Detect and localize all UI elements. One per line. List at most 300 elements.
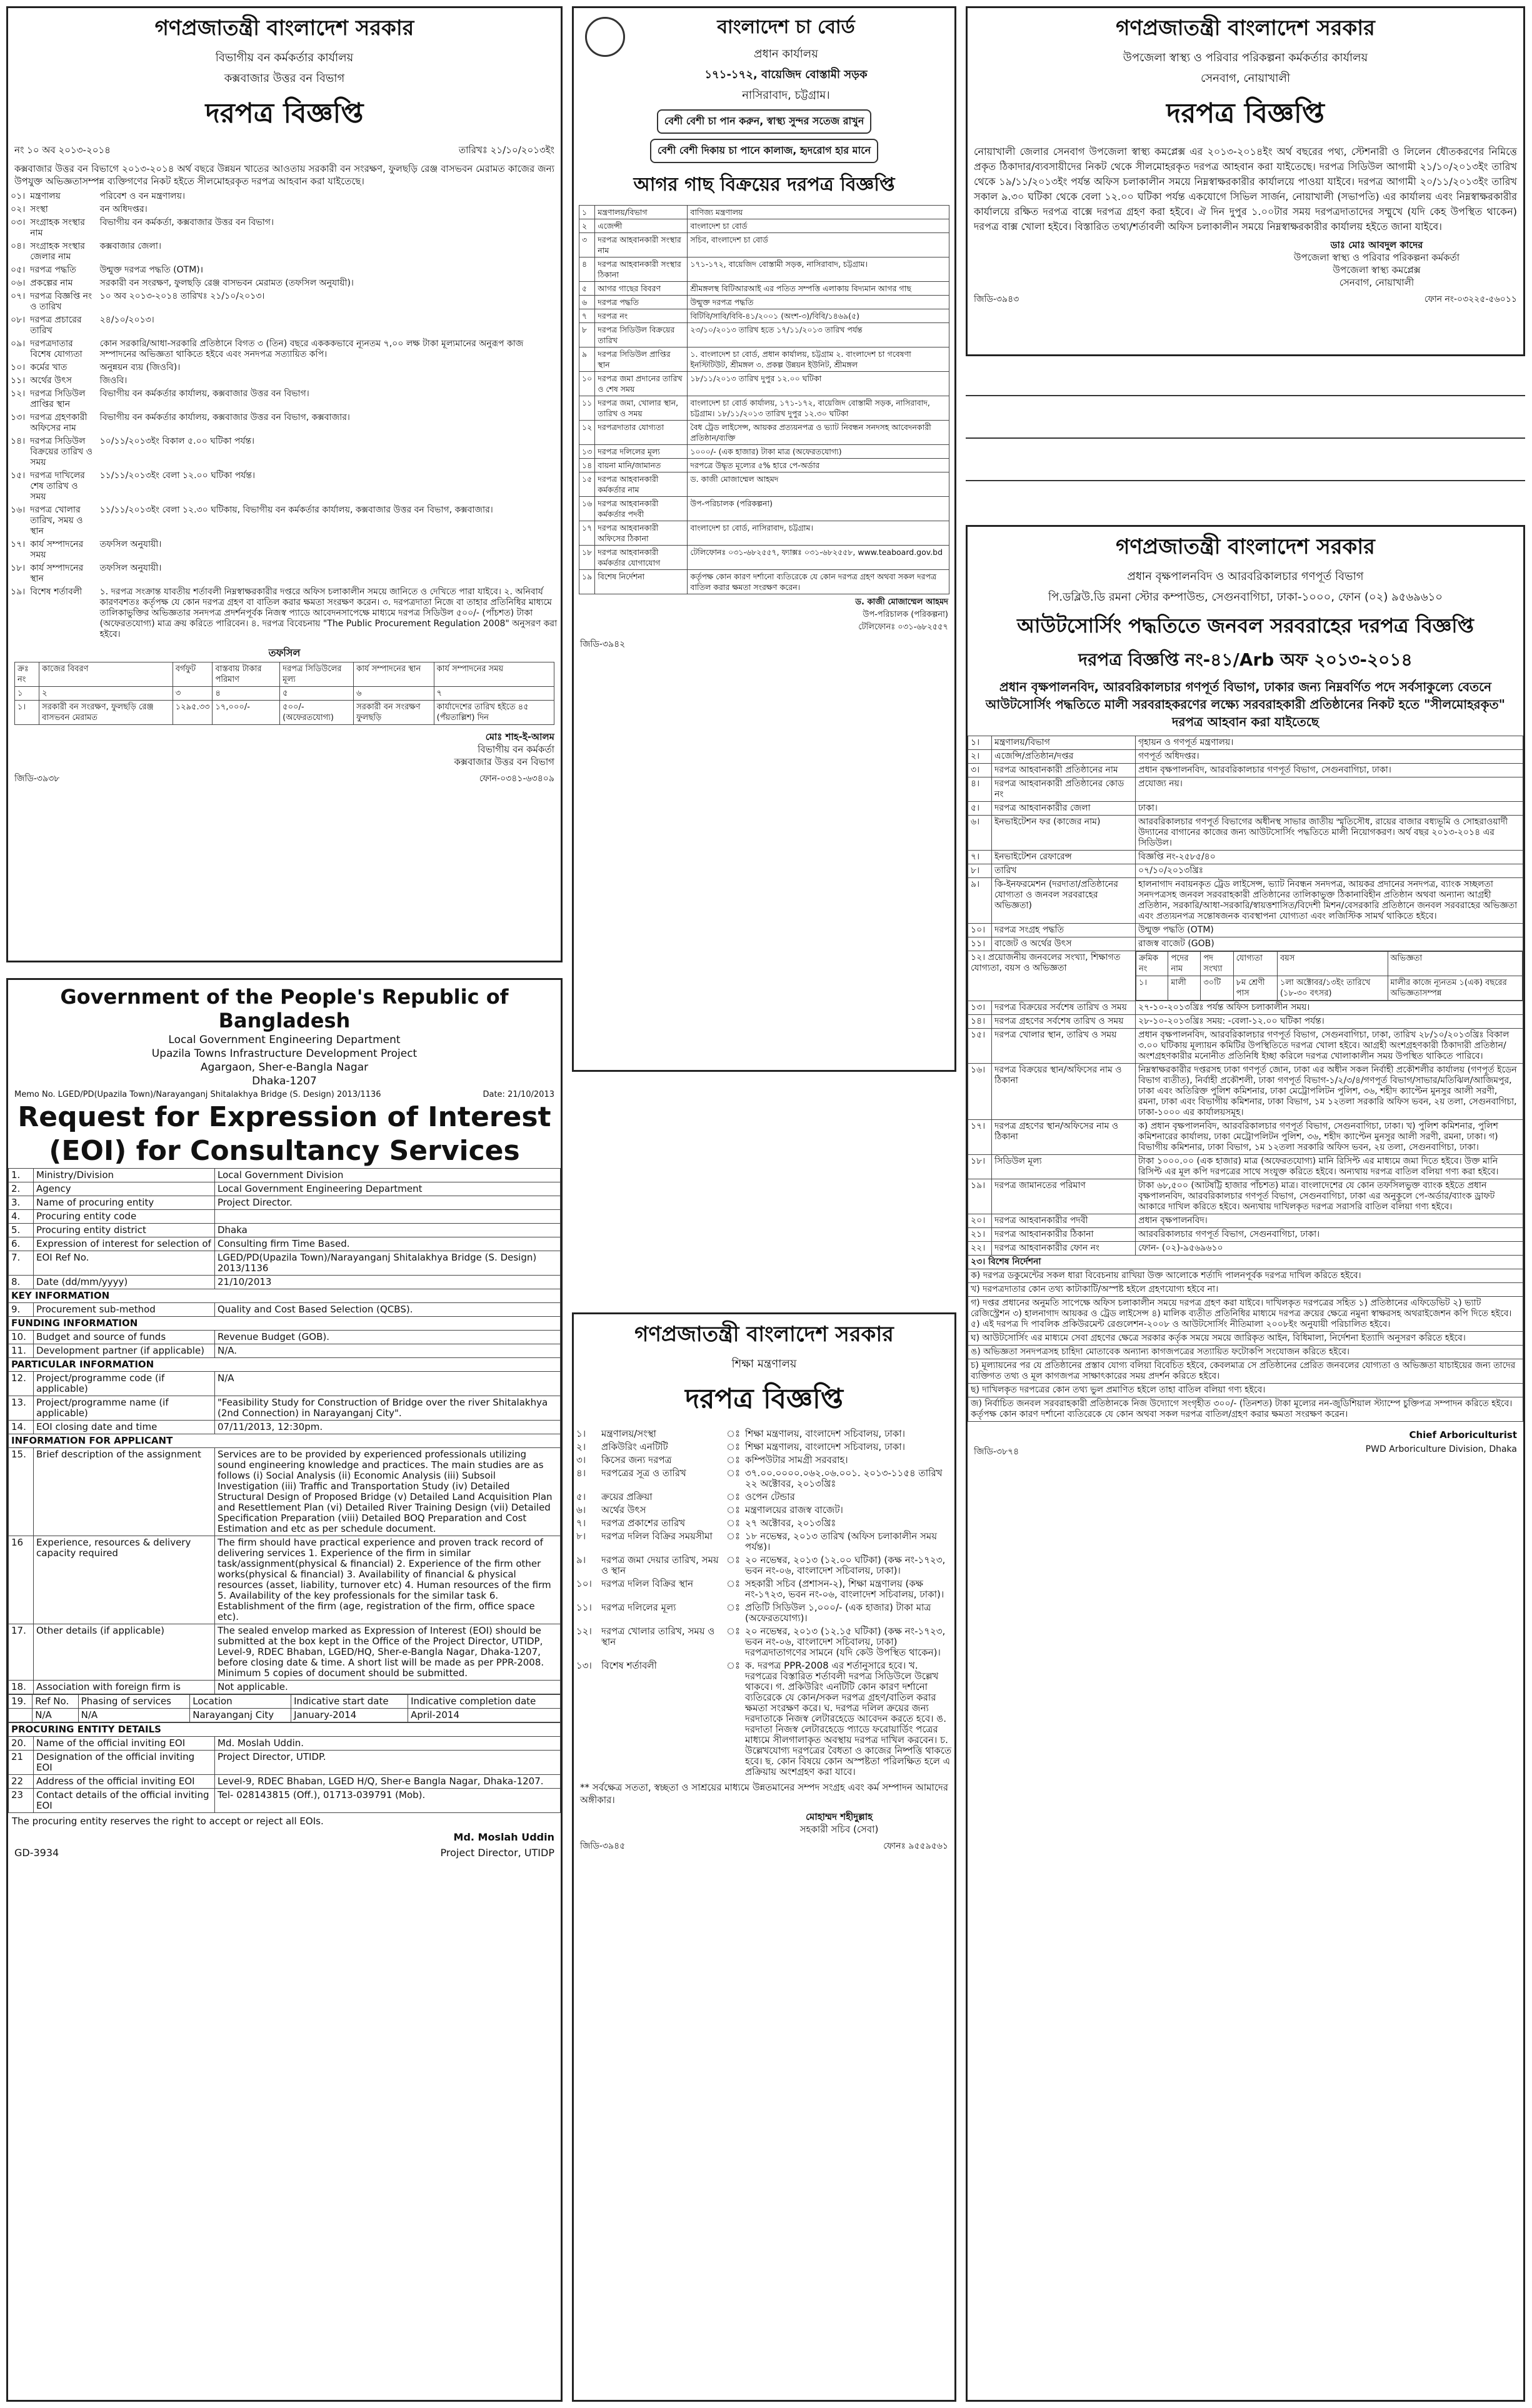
pwd-special-item: ঘ) আউটসোর্সিং এর মাধ্যমে সেবা গ্রহণের ক্ষেত্রে সরকার কর্তৃক সময়ে সময়ে জারিকৃত আইন, বিধিমালা, নির্দেশনা ইত্যাদি অনুসরণ করিতে হইবে। [968,1332,1523,1346]
tea-info-cell: ৪ [579,257,595,282]
eoi-info-cell: Date (dd/mm/yyyy) [34,1276,215,1289]
forest-info-cell: অর্থের উৎস [30,376,72,386]
blank-rule-1 [966,395,1525,396]
edu-info-row [574,1467,954,1491]
edu-info-colon: ঃ [726,1467,741,1479]
pwd-staff-cell: ৮ম শ্রেণী পাস [1233,976,1277,1001]
eoi-info-cell: EOI Ref No. [34,1251,215,1276]
pwd-intro: প্রধান বৃক্ষপালনবিদ, আরবরিকালচার গণপূর্ত বিভাগ, ঢাকার জন্য নিম্নবর্ণিত পদে সর্বসাকুল্যে বেতনে আউটসোর্সিং পদ্ধতিতে মালী সরবরাহকরণের লক্ষ্যে সরবরাহকারী প্রতিষ্ঠানের নিকট হতে "সীলমোহরকৃত" দরপত্র আহবান করা যাইতেছে [985,679,1506,729]
edu-info-cell: ৩৭.০০.০০০০.০৬২.০৬.০০১. ২০১৩-১১৫৪ তারিখ ২২ অক্টোবর, ২০১৩খ্রিঃ [745,1467,943,1489]
pwd-info-cell: প্রধান বৃক্ষপালনবিদ, আরবরিকালচার গণপূর্ত বিভাগ, সেগুনবাগিচা, ঢাকা। [1136,764,1523,777]
eoi-signature [8,1829,561,1846]
forest-schedule-cell: ১৭,০০০/- [213,701,280,725]
pwd-info-row [968,816,1523,851]
tea-info-cell: ১৩ [579,445,595,459]
tea-info-cell: দরপত্র জমা প্রদানের তারিখ ও শেষ সময় [595,372,688,396]
pwd-special-item: ঙ) অভিজ্ঞতা সনদপত্রসহ চাহিদা মোতাবেক অন্যান্য কাগজপত্রের সত্যায়িত ফটোকপি সংযোজন করিতে হইবে। [968,1346,1523,1359]
forest-info-cell: ১৮। [11,563,26,573]
eoi-info-cell: 07/11/2013, 12:30pm. [215,1421,561,1434]
health-sign-title: উপজেলা স্বাস্থ্য ও পরিবার পরিকল্পনা কর্মকর্তা [1293,252,1460,263]
forest-info-cell: ১১/১১/২০১৩ইং বেলা ১২.০০ ঘটিকা পর্যন্ত। [99,471,256,481]
eoi-phase-header: Ref No. [33,1695,78,1709]
tea-info-cell: ১ [579,206,595,219]
edu-info-cell: দরপত্রের সূত্র ও তারিখ [601,1467,686,1479]
tea-info-cell: দরপত্র পদ্ধতি [595,296,688,309]
pwd-info-cell: ১৪। [968,1015,992,1029]
forest-code: জিডি-৩৯৩৮ [14,774,60,784]
eoi-info-cell: Local Government Engineering Department [215,1182,561,1196]
pwd-info-row [968,750,1523,764]
eoi-info-cell: Md. Moslah Uddin. [215,1737,561,1751]
edu-info-cell: ২। [576,1441,586,1452]
edu-info-cell: বিশেষ শর্তাবলী [601,1660,657,1671]
pwd-info-row [968,924,1523,937]
edu-info-cell: ২০ নভেম্বর, ২০১৩ (১২.০০ ঘটিকা) (কক্ষ নং-১৭২৩, ভবন নং-০৬, বাংলাদেশ সচিবালয়, ঢাকা)। [745,1554,946,1576]
pwd-staff-header: যোগ্যতা [1233,952,1277,976]
forest-info-row [8,504,561,538]
forest-info-cell: ০১। [11,191,26,201]
forest-info-cell: ১২। [11,389,26,399]
tea-info-cell: ২৩/১০/২০১৩ তারিখ হতে ১৭/১১/২০১৩ তারিখ পর্যন্ত [688,323,949,347]
eoi-info-row [9,1276,561,1289]
edu-info-row [574,1504,954,1517]
forest-info-row [8,374,561,387]
eoi-info-cell: 21/10/2013 [215,1276,561,1289]
forest-schedule-header: দরপত্র সিডিউলের মূল্য [280,662,354,687]
eoi-info-cell: Name of the official inviting EOI [34,1737,215,1751]
eoi-reserve-note: The procuring entity reserves the right to accept or reject all EOIs. [12,1816,324,1827]
forest-schedule-table [14,662,554,725]
tea-sign-title: উপ-পরিচালক (পরিকল্পনা) [863,610,948,619]
pwd-header [968,531,1523,676]
edu-info-cell: মন্ত্রণালয়ের রাজস্ব বাজেট। [745,1504,843,1516]
forest-schedule-header: ক্রঃ নং [15,662,39,687]
eoi-info-cell: 11. [9,1344,34,1358]
edu-info-cell: ১১। [576,1602,592,1613]
eoi-info-row [9,1237,561,1251]
eoi-info-cell [215,1210,561,1224]
pwd-info-cell: দরপত্র সংগ্রহ পদ্ধতি [992,924,1136,937]
pwd-info-cell: ২। [968,750,992,764]
edu-info-cell: শিক্ষা মন্ত্রণালয়, বাংলাদেশ সচিবালয়, ঢাকা। [745,1428,906,1439]
pwd-info-cell: ১৬। [968,1064,992,1120]
eoi-info-cell: Project/programme name (if applicable) [34,1396,215,1421]
edu-note: ** সর্বক্ষেত্র সততা, স্বচ্ছতা ও সাশ্রয়ের মাধ্যমে উন্নতমানের সম্পদ সংগ্রহ এবং কর্ম সম্পাদন আমাদের অঙ্গীকার। [580,1782,948,1806]
eoi-info-row [9,1372,561,1396]
eoi-info-cell: Revenue Budget (GOB). [215,1331,561,1344]
eoi-info-row [9,1681,561,1694]
tea-slogans [574,107,954,166]
pwd-info-cell: মন্ত্রণালয়/বিভাগ [992,736,1136,750]
eoi-info-row [9,1196,561,1210]
pwd-info-cell: প্রধান বৃক্ষপালনবিদ, আরবরিকালচার গণপূর্ত বিভাগ, সেগুনবাগিচা, ঢাকা, তারিখ ২৮/১০/২০১৩খ্রিঃ বিকাল ৩.০০ ঘটিকায় মূল্যায়ন কমিটির উপস্থিতিতে দরপত্র খোলা হইবে। আগ্রহী অংশগ্রহণকারী ঠিকাদারী প্রতিষ্ঠান/অংশগ্রহণকারীর মনোনীত প্রতিনিধি ইচ্ছা করিলে দরপত্র খোলাকালীন সময় উপস্থিত থাকিতে পারিবে। [1136,1029,1523,1064]
tea-info-cell: দরপত্রদাতার যোগ্যতা [595,421,688,445]
forest-info-cell: মন্ত্রণালয় [30,191,61,201]
pwd-info-cell: ইনভাইটেশন রেফারেন্স [992,851,1136,864]
tea-info-row [579,396,949,421]
forest-info-row [8,387,561,411]
tea-info-row [579,233,949,257]
pwd-info-row [968,851,1523,864]
pwd-info-row [968,736,1523,750]
forest-info-row [8,277,561,290]
forest-info-cell: দরপত্র সিডিউল প্রাপ্তির স্থান [30,389,86,409]
pwd-title: গণপ্রজাতন্ত্রী বাংলাদেশ সরকার [1116,534,1375,559]
forest-info-row [8,203,561,216]
pwd-info-cell: ১। [968,736,992,750]
eoi-info-cell: 2. [9,1182,34,1196]
eoi-info-cell: Experience, resources & delivery capacity required [34,1536,215,1624]
eoi-table [8,1168,561,1694]
eoi-address: Agargaon, Sher-e-Bangla Nagar [200,1061,369,1074]
eoi-info-cell: Procurement sub-method [34,1303,215,1317]
pwd-staff-table [1136,951,1523,1001]
eoi-phase-header: Indicative completion date [408,1695,561,1709]
tea-info-row [579,296,949,309]
forest-info-cell: দরপত্র খোলার তারিখ, সময় ও স্থান [30,505,83,536]
pwd-staff-header: পদ সংখ্যা [1201,952,1233,976]
edu-info-colon: ঃ [726,1454,741,1466]
pwd-info-cell: বিজ্ঞপ্তি নং-২৫৮৫/৪০ [1136,851,1523,864]
tea-info-row [579,347,949,372]
eoi-info-cell: Quality and Cost Based Selection (QCBS). [215,1303,561,1317]
tea-info-cell: সচিব, বাংলাদেশ চা বোর্ড [688,233,949,257]
pwd-info-row [968,1155,1523,1179]
tea-info-cell: দরপত্র আহবানকারী সংস্থার নাম [595,233,688,257]
edu-info-row [574,1554,954,1577]
forest-info-cell: ১৫। [11,471,26,481]
tea-board-tender-ad [572,6,956,1072]
eoi-info-row [9,1251,561,1276]
pwd-info-cell: ৭। [968,851,992,864]
edu-info-colon: ঃ [726,1517,741,1529]
forest-tender-ad [6,6,563,962]
eoi-info-cell: Name of procuring entity [34,1196,215,1210]
eoi-section-funding: FUNDING INFORMATION [9,1317,561,1331]
eoi-heading-2: (EOI) for Consultancy Services [49,1135,520,1167]
forest-info-cell: তফসিল অনুযায়ী। [99,539,162,549]
edu-info-cell: মন্ত্রণালয়/সংস্থা [601,1428,656,1439]
eoi-section-applicant: INFORMATION FOR APPLICANT [9,1434,561,1448]
forest-schedule-header: বর্গফুট [173,662,213,687]
edu-info-cell: ৭। [576,1517,586,1529]
pwd-info-table [968,736,1523,1422]
edu-info-cell: কিসের জন্য দরপত্র [601,1454,672,1466]
forest-info-cell: ১৯। [11,587,26,597]
pwd-address: পি.ডব্লিউ.ডি রমনা স্টোর কম্পাউন্ড, সেগুনবাগিচা, ঢাকা-১০০০, ফোন (০২) ৯৫৬৯৬১০ [1048,591,1443,604]
tea-info-cell: বায়না মানি/জামানত [595,459,688,472]
forest-schedule-header: কার্য সম্পাদনের সময় [434,662,554,687]
tea-info-row [579,372,949,396]
pwd-outsourcing-ad [966,525,1525,2402]
eoi-info-cell: Development partner (if applicable) [34,1344,215,1358]
eoi-info-cell: Procuring entity code [34,1210,215,1224]
pwd-info-row [968,1242,1523,1256]
pwd-info-cell: ১৮। [968,1155,992,1179]
eoi-info-cell: 4. [9,1210,34,1224]
tea-info-cell: টেলিফোনঃ ০৩১-৬৮২৫৫৭, ফ্যাক্সঃ ০৩১-৬৮২৫৫৮, www.teaboard.gov.bd [688,546,949,570]
tea-signature [574,594,954,636]
pwd-info-cell: ১১। [968,937,992,951]
education-tender-ad [572,1312,956,2402]
pwd-special-item: খ) দরপত্রদাতার কোন তথ্য কাটাকাটি/অস্পষ্ট হইলে গ্রহণযোগ্য হইবে না। [968,1283,1523,1297]
eoi-footer [8,1846,561,1860]
pwd-info-cell: দরপত্র জামানতের পরিমাণ [992,1179,1136,1214]
edu-info-colon: ঃ [726,1578,741,1589]
tea-info-cell: কর্তৃপক্ষ কোন কারণ দর্শানো ব্যতিরেকে যে কোন দরপত্র গ্রহণ অথবা সকল দরপত্র বাতিল করার ক্ষমতা সংরক্ষণ করেন। [688,570,949,594]
eoi-info-row [9,1536,561,1624]
eoi-info-cell: 7. [9,1251,34,1276]
tea-info-cell: বিশেষ নির্দেশনা [595,570,688,594]
tea-info-cell: দরপত্র আহবানকারী কর্মকর্তার নাম [595,472,688,497]
pwd-special-row [968,1332,1523,1346]
forest-info-cell: দরপত্র গ্রহণকারী অফিসের নাম [30,412,88,433]
forest-schedule-cell: ৫০০/- (অফেরতযোগ্য) [280,701,354,725]
pwd-special-label: ২৩। বিশেষ নির্দেশনা [968,1256,1523,1269]
pwd-info-cell: ৪। [968,777,992,802]
eoi-info-cell: N/A [215,1372,561,1396]
forest-memo-line [8,142,561,160]
edu-footer [574,1837,954,1855]
eoi-info-cell: 8. [9,1276,34,1289]
forest-info-row [8,337,561,361]
health-location: সেনবাগ, নোয়াখালী [1200,72,1291,85]
tea-info-cell: ড. কাজী মোজাম্মেল আহমদ [688,472,949,497]
forest-schedule-title: তফসিল [268,647,301,659]
pwd-info-cell: আরবরিকালচার গণপূর্ত বিভাগের অধীনস্থ সাভার জাতীয় স্মৃতিসৌধ, রায়ের বাজার বধ্যভূমি ও সোহরাওয়ার্দী উদ্যানের বাগানের কাজের জন্য আউটসোর্সিং পদ্ধতিতে মালী নিয়োগকরণ। অর্থ বছর ২০১৩-২০১৪ এর সিডিউল। [1136,816,1523,851]
eoi-procuring-table [8,1722,561,1813]
edu-info-cell: প্রকিউরিং এনটিটি [601,1441,668,1452]
forest-info-cell: অনুন্নয়ন ব্যয় (জিওবি)। [99,362,181,372]
forest-sign-name: মোঃ শাহ-ই-আলম [485,731,554,742]
eoi-info-cell: Consulting firm Time Based. [215,1237,561,1251]
eoi-phase-cell: April-2014 [408,1709,561,1722]
pwd-info-cell: দরপত্র আহবানকারীর পদবী [992,1214,1136,1228]
eoi-project: Upazila Towns Infrastructure Development Project [151,1047,418,1060]
pwd-staff-cell: ৩০টি [1201,976,1233,1001]
eoi-info-row [9,1210,561,1224]
eoi-info-cell: 6. [9,1237,34,1251]
health-code: জিডি-৩৯৪৩ [974,294,1019,304]
edu-info-cell: ৯। [576,1554,586,1566]
eoi-info-row [9,1303,561,1317]
edu-info-colon: ঃ [726,1441,741,1452]
tea-info-row [579,323,949,347]
forest-schedule-colnum: ৭ [434,687,554,701]
eoi-info-cell: EOI closing date and time [34,1421,215,1434]
eoi-info-cell: Other details (if applicable) [34,1624,215,1681]
pwd-footer [968,1443,1523,1461]
edu-info-colon: ঃ [726,1660,741,1671]
pwd-info-row [968,1064,1523,1120]
tea-info-cell: দরপত্র সিডিউল প্রাপ্তির স্থান [595,347,688,372]
pwd-info-cell: দরপত্র আহবানকারীর ঠিকানা [992,1228,1136,1242]
tea-info-cell: দরপত্র আহবানকারী সংস্থার ঠিকানা [595,257,688,282]
edu-title: গণপ্রজাতন্ত্রী বাংলাদেশ সরকার [634,1322,894,1347]
pwd-signature [968,1427,1523,1443]
forest-info-row [8,314,561,337]
edu-info-row [574,1454,954,1467]
edu-info-cell: প্রতিটি সিডিউল ১,০০০/- (এক হাজার) টাকা মাত্র (অফেরতযোগ্য)। [745,1602,931,1624]
eoi-date: Date: 21/10/2013 [483,1090,554,1099]
health-footer [968,291,1523,308]
tea-address1: ১৭১-১৭২, বায়েজিদ বোস্তামী সড়ক [704,68,868,81]
tea-info-cell: ১৮ [579,546,595,570]
forest-schedule-cell: সরকারী বন সংরক্ষণ ফুলছড়ি [354,701,434,725]
forest-info-table [8,190,561,641]
edu-info-cell: ১। [576,1428,586,1439]
pwd-special-row [968,1384,1523,1397]
forest-info-cell: ১১/১১/২০১৩ইং বেলা ১২.৩০ ঘটিকায়, বিভাগীয় বন কর্মকর্তার কার্যালয়, কক্সবাজার উত্তর বন বিভাগ, কক্সবাজার। [99,505,493,515]
eoi-info-row [9,1448,561,1536]
pwd-info-cell: দরপত্র খোলার স্থান, তারিখ ও সময় [992,1029,1136,1064]
pwd-info-cell: উন্মুক্ত পদ্ধতি (OTM) [1136,924,1523,937]
eoi-info-cell: Budget and source of funds [34,1331,215,1344]
forest-date: তারিখঃ ২১/১০/২০১৩ইং [458,144,554,156]
tea-info-row [579,421,949,445]
forest-sign-title: বিভাগীয় বন কর্মকর্তা [478,744,554,755]
pwd-info-cell: ২৮-১০-২০১৩খ্রিঃ সময়: -বেলা-১২.০০ ঘটিকা পর্যন্ত। [1136,1015,1523,1029]
forest-info-cell: তফসিল অনুযায়ী। [99,563,162,573]
eoi-info-cell: 5. [9,1224,34,1237]
pwd-info-cell: দরপত্র বিক্রয়ের স্থান/অফিসের নাম ও ঠিকানা [992,1064,1136,1120]
forest-info-cell: সরকারী বন সংরক্ষণ, ফুলছড়ি রেঞ্জ বাসভবন মেরামত (তফসিল অনুযায়ী)। [99,278,354,288]
edu-info-row [574,1601,954,1625]
pwd-staff-cell: মালীর কাজে ন্যূনতম ১(এক) বছরের অভিজ্ঞতাসম্পন্ন [1388,976,1522,1001]
pwd-special-row [968,1269,1523,1283]
tea-board-logo [585,17,625,57]
pwd-info-row [968,777,1523,802]
forest-info-cell: বিশেষ শর্তাবলী [30,587,83,597]
tea-info-cell: বাণিজ্য মন্ত্রণালয় [688,206,949,219]
edu-phone: ফোনঃ ৯৫৫৯৫৬১ [883,1841,948,1851]
pwd-special-item: ক) দরপত্র ডকুমেন্টের সকল ধারা বিবেচনায় রাখিয়া উক্ত আলোকে শর্তাদি পালনপূর্বক দরপত্র দাখিল করিতে হইবে। [968,1269,1523,1283]
eoi-info-cell: Contact details of the official inviting EOI [34,1789,215,1813]
pwd-info-cell: ১৫। [968,1029,992,1064]
pwd-info-cell: দরপত্র বিক্রয়ের সর্বশেষ তারিখ ও সময় [992,1001,1136,1015]
edu-header [574,1318,954,1424]
tea-info-row [579,282,949,296]
pwd-info-cell: দরপত্র গ্রহণের স্থান/অফিসের নাম ও ঠিকানা [992,1120,1136,1155]
forest-office: বিভাগীয় বন কর্মকর্তার কার্যালয় [215,51,354,64]
pwd-info-row [968,878,1523,924]
tea-info-cell: বিটিবি/সাবি/বিবি-৪১/২০০১ (অংশ-৩)/বিবি/১৪৬৯(৫) [688,309,949,323]
pwd-info-cell: ১৭। [968,1120,992,1155]
pwd-info-cell: ৬। [968,816,992,851]
forest-schedule-colnum: ২ [39,687,173,701]
edu-info-cell: দরপত্র দলিলের মূল্য [601,1602,676,1613]
pwd-info-cell: সিডিউল মূল্য [992,1155,1136,1179]
eoi-info-cell: Level-9, RDEC Bhaban, LGED H/Q, Sher-e Bangla Nagar, Dhaka-1207. [215,1775,561,1789]
tea-info-cell: দরপত্র আহবানকারী অফিসের ঠিকানা [595,521,688,546]
edu-info-cell: ১৩। [576,1660,592,1671]
edu-heading: দরপত্র বিজ্ঞপ্তি [685,1383,843,1415]
pwd-info-cell: দরপত্র আহবানকারীর ফোন নং [992,1242,1136,1256]
tea-info-cell: দরপত্রে উদ্ধৃত মূল্যের ৫% হারে পে-অর্ডার [688,459,949,472]
eoi-info-cell: Dhaka [215,1224,561,1237]
pwd-sign-title: PWD Arboriculture Division, Dhaka [1365,1444,1517,1454]
forest-schedule-header: বাস্তবায় টাকার পরিমাণ [213,662,280,687]
eoi-info-cell: Association with foreign firm is [34,1681,215,1694]
forest-info-row [8,190,561,203]
tea-info-cell: ৯ [579,347,595,372]
pwd-staff-cell: ১লা অক্টোবর/১৩ইং তারিখে (১৮-৩০ বৎসর) [1277,976,1388,1001]
forest-schedule-cell: কার্যাদেশের তারিখ হইতে ৪৫ (পঁয়তাল্লিশ) দিন [434,701,554,725]
forest-info-cell: ১. দরপত্র সংক্রান্ত যাবতীয় শর্তাবলী নিম্নস্বাক্ষরকারীর দপ্তরে অফিস চলাকালীন সময়ে জানিতে ও দেখিতে পারা যাইবে। ২. অনিবার্য কারণবশতঃ কর্তৃপক্ষ যে কোন দরপত্র গ্রহণ বা বাতিল করার ক্ষমতা সংরক্ষণ করেন। ৩. দরপত্রদাতা নিজে বা তাহার প্রতিনিধির মাধ্যমে তালিকাভুক্তির অভিজ্ঞতার সনদপত্র প্রদর্শনপূর্বক নিজস্ব প্যাডে আবেদনসাপেক্ষে মাধ্যমে দরপত্র সিডিউল ৫০০/- (পাঁচশত) টাকা (অফেরতযোগ্য) মাত্র ক্রয় করিতে পারিবেন। ৪. দরপত্র বিবেচনায় "The Public Procurement Regulation 2008" অনুসরণ করা হইবে। [99,587,558,639]
pwd-special-row [968,1297,1523,1332]
forest-memo: নং ১০ অব ২০১৩-২০১৪ [14,144,111,156]
forest-info-cell: ০৭। [11,291,26,301]
edu-info-cell: ৫। [576,1491,586,1502]
pwd-info-row [968,1120,1523,1155]
forest-info-row [8,361,561,374]
tea-info-cell: ৩ [579,233,595,257]
eoi-info-row [9,1751,561,1775]
tea-info-row [579,219,949,233]
health-phone: ফোন নং-০৩২২৫-৫৬০১১ [1424,294,1517,304]
eoi-phase-cell: N/A [33,1709,78,1722]
forest-info-cell: ১৪। [11,436,26,446]
pwd-info-cell: আরবরিকালচার গণপূর্ত বিভাগ, সেগুনবাগিচা, ঢাকা। [1136,1228,1523,1242]
eoi-code: GD-3934 [14,1847,59,1859]
eoi-info-cell: Project Director. [215,1196,561,1210]
edu-info-row [574,1441,954,1454]
pwd-info-cell: ১৩। [968,1001,992,1015]
forest-info-row [8,562,561,586]
eoi-phase-header: Location [190,1695,291,1709]
tea-info-cell: বাংলাদেশ চা বোর্ড, নাসিরাবাদ, চট্টগ্রাম। [688,521,949,546]
forest-phone: ফোন-০৩৪১-৬৩৪০৯ [479,774,554,784]
tea-info-cell: ১৭ [579,521,595,546]
health-tender-ad [966,6,1525,356]
forest-info-cell: ০৩। [11,217,26,227]
pwd-info-cell: ক) প্রধান বৃক্ষপালনবিদ, আরবরিকালচার গণপূর্ত বিভাগ, সেগুনবাগিচা, ঢাকা। খ) পুলিশ কমিশনার, পুলিশ কমিশনারের কার্যালয়, ঢাকা মেট্রোপলিটন পুলিশ, ৩৬, শহীদ ক্যাপ্টেন মুনসুর আলী সরণী, রমনা, ঢাকা। গ) বিভাগীয় কমিশনার, ঢাকা বিভাগ, ১ম ১২তলা সরকারি অফিস ভবন, ২য় তলা, সেগুনবাগিচা, ঢাকা। [1136,1120,1523,1155]
edu-info-cell: ২০ নভেম্বর, ২০১৩ (১২.১৫ ঘটিকা) (কক্ষ নং-১৭২৩, ভবন নং-০৬, বাংলাদেশ সচিবালয়, ঢাকা) দরপত্রদাতাগণের সামনে (যদি কেউ উপস্থিত থাকেন)। [745,1626,946,1658]
pwd-info-cell: ইনভাইটেশন ফর (কাজের নাম) [992,816,1136,851]
pwd-info-row [968,802,1523,816]
tea-info-row [579,257,949,282]
eoi-info-cell: 22 [9,1775,34,1789]
forest-info-cell: ০৯। [11,339,26,349]
edu-info-row [574,1659,954,1779]
tea-info-cell: দরপত্র জমা, খোলার স্থান, তারিখ ও সময় [595,396,688,421]
forest-info-cell: বিভাগীয় বন কর্মকর্তার কার্যালয়, কক্সবাজার উত্তর বন বিভাগ, কক্সবাজার। [99,412,350,422]
pwd-info-cell: ৮। [968,864,992,878]
pwd-info-cell: টাকা ৬৮,৫০০ (আটষট্টি হাজার পাঁচশত) মাত্র। বাংলাদেশের যে কোন তফসিলভুক্ত ব্যাংক হইতে প্রধান বৃক্ষপালনবিদ, আরবরিকালচার গণপূর্ত বিভাগ, সেগুনবাগিচা, ঢাকা এর অনুকূলে পে-অর্ডার/ব্যাংক ড্রাফট আকারে দাখিল করিতে হইবে। অন্যথায় দাখিলকৃত দরপত্র সরাসরি বাতিল বলিয়া গণ্য হইবে। [1136,1179,1523,1214]
forest-footer [8,770,561,787]
eoi-info-row [9,1169,561,1182]
eoi-info-cell: "Feasibility Study for Construction of Bridge over the river Shitalakhya (2nd Connection) in Narayanganj City". [215,1396,561,1421]
edu-info-cell: দরপত্র খোলার তারিখ, সময় ও স্থান [601,1626,715,1647]
tea-info-cell: বাংলাদেশ চা বোর্ড [688,219,949,233]
forest-schedule-cell: সরকারী বন সংরক্ষণ, ফুলছড়ি রেঞ্জ বাসভবন মেরামত [39,701,173,725]
pwd-info-row [968,1214,1523,1228]
eoi-section-procuring: PROCURING ENTITY DETAILS [9,1723,561,1737]
tea-sign-phone: টেলিফোনঃ ০৩১-৬৮২৫৫৭ [858,622,948,632]
eoi-info-row [9,1224,561,1237]
edu-info-colon: ঃ [726,1626,741,1637]
tea-heading: আগর গাছ বিক্রয়ের দরপত্র বিজ্ঞপ্তি [633,174,895,196]
edu-info-row [574,1577,954,1601]
forest-info-row [8,469,561,504]
forest-info-row [8,538,561,562]
pwd-info-row [968,937,1523,951]
tea-info-cell: ২ [579,219,595,233]
pwd-info-row [968,1001,1523,1015]
forest-info-cell: প্রকল্পের নাম [30,278,73,288]
tea-info-cell: ১৬ [579,497,595,521]
tea-info-row [579,570,949,594]
